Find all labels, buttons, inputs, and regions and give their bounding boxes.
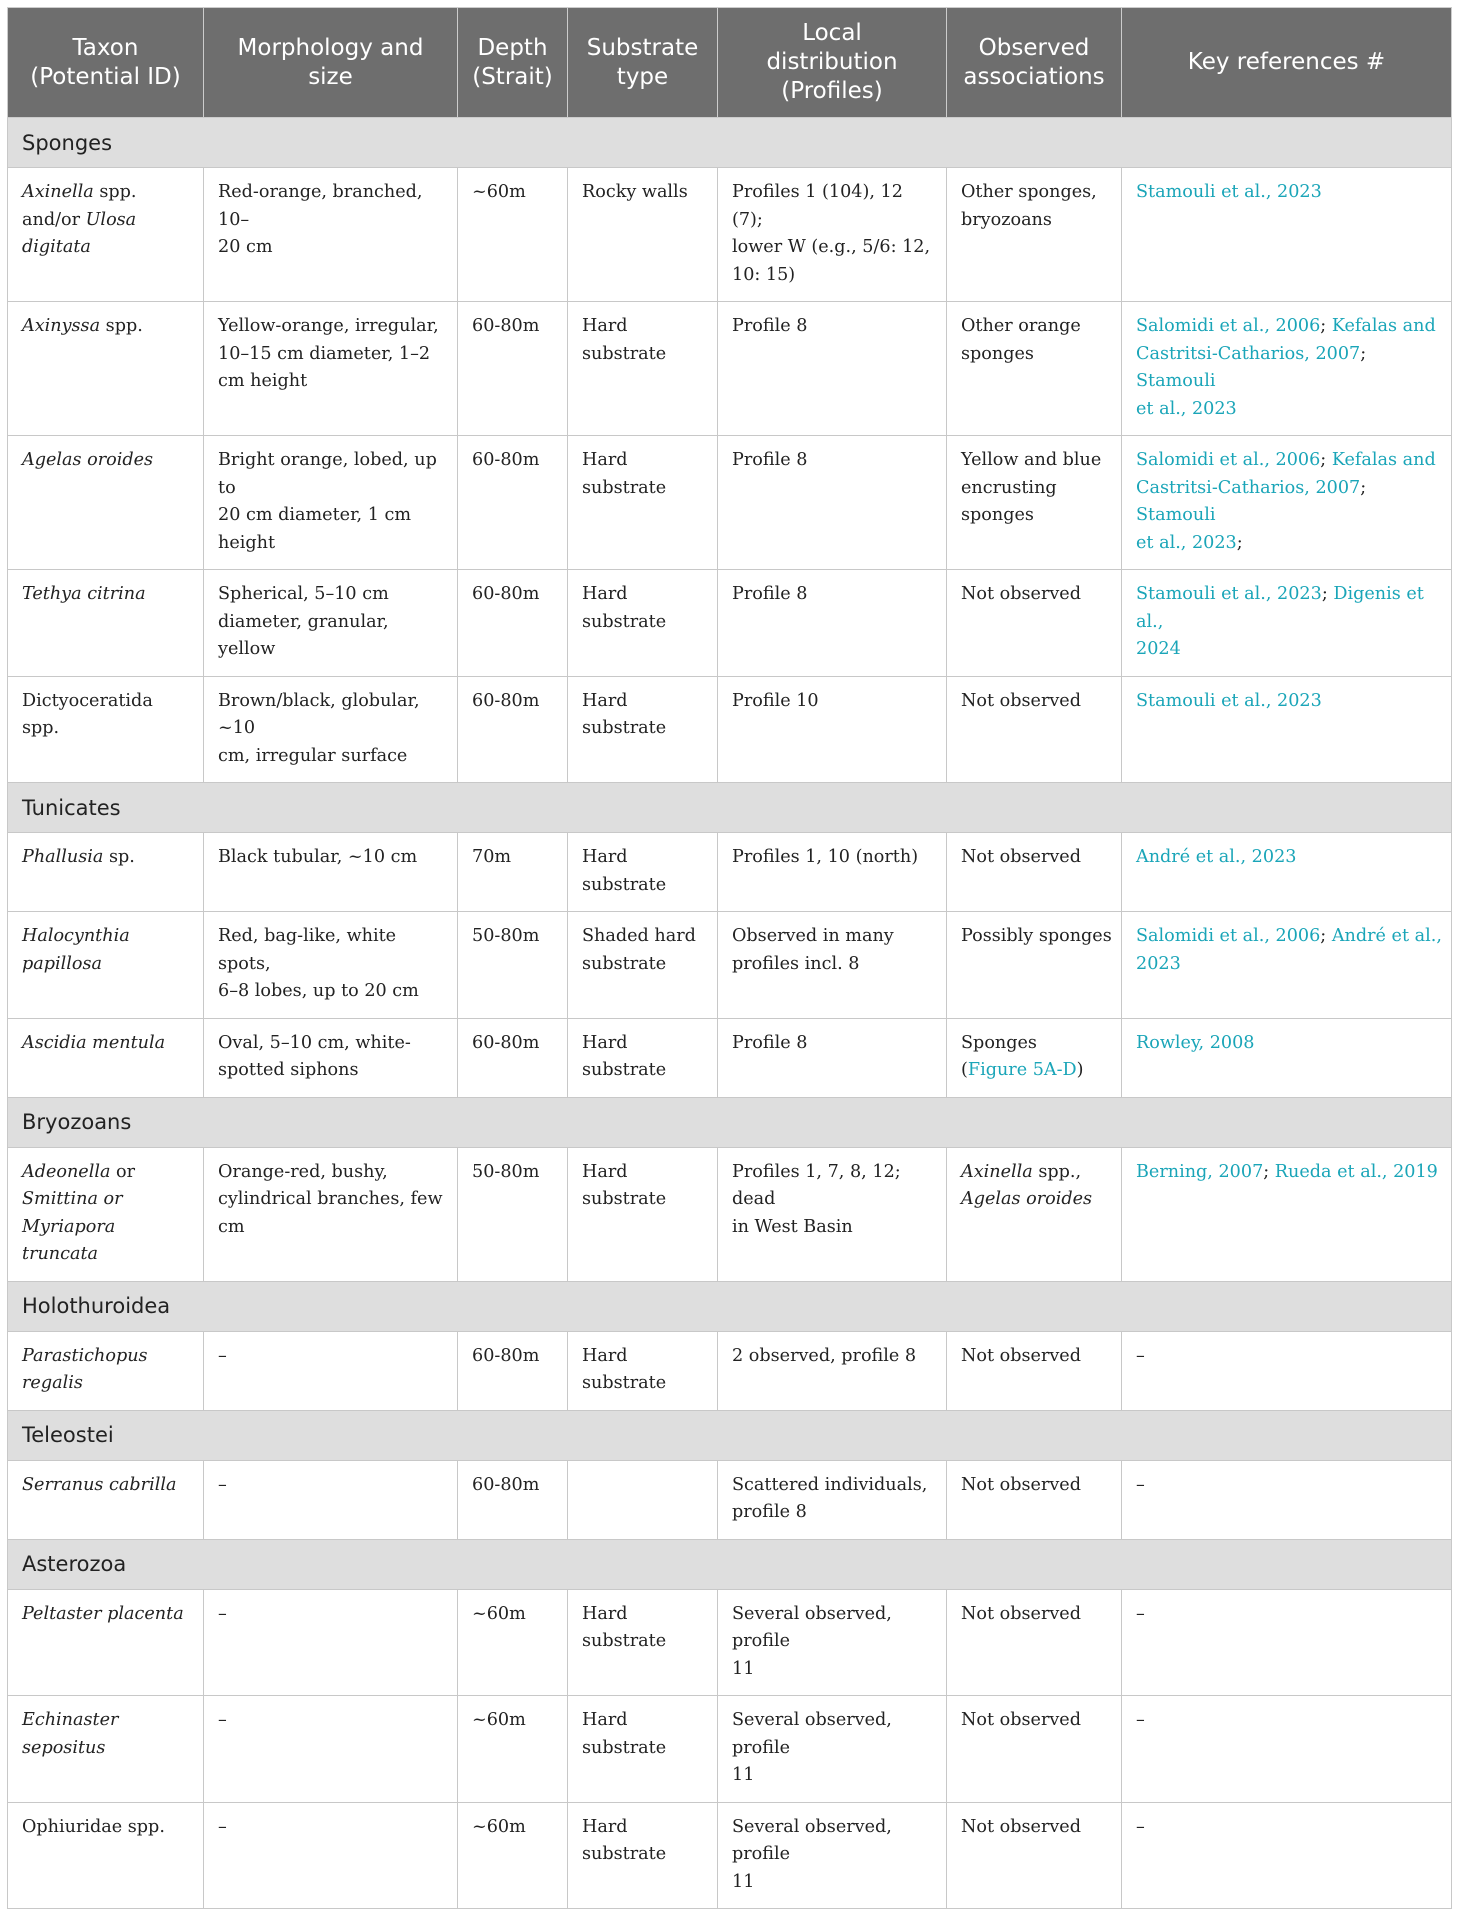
association-text: Sponges xyxy=(961,1032,1037,1053)
header-morphology: Morphology and size xyxy=(204,8,458,118)
group-row-teleostei xyxy=(8,1410,1452,1460)
morphology-cell: Black tubular, ~10 cm xyxy=(204,833,458,912)
reference-link[interactable]: Stamouli et al., 2023 xyxy=(1136,182,1322,202)
table-row xyxy=(8,912,1452,1019)
taxon-cell xyxy=(8,676,204,783)
taxon-name: Parastichopus regalis xyxy=(22,1345,148,1393)
morphology-cell: Red-orange, branched, 10– 20 cm xyxy=(204,168,458,302)
taxon-qualifier: sp. xyxy=(103,847,135,867)
morphology-cell: – xyxy=(204,1331,458,1410)
associations-cell: Not observed xyxy=(947,1460,1122,1539)
table-row xyxy=(8,1589,1452,1696)
local-distribution-cell: Profile 8 xyxy=(718,1018,947,1097)
substrate-cell: Hard substrate xyxy=(568,570,718,677)
reference-link[interactable]: Salomidi et al., 2006 xyxy=(1136,926,1321,946)
header-local-distribution: Local distribution (Profiles) xyxy=(718,8,947,118)
taxon-cell xyxy=(8,1147,204,1281)
reference-link[interactable]: Stamouli et al., 2023 xyxy=(1136,584,1322,604)
table-row xyxy=(8,302,1452,436)
group-label: Teleostei xyxy=(8,1410,1452,1460)
taxon-name: Ascidia mentula xyxy=(22,1032,166,1053)
table-row xyxy=(8,1696,1452,1803)
morphology-cell: – xyxy=(204,1589,458,1696)
local-distribution-cell: Scattered individuals, profile 8 xyxy=(718,1460,947,1539)
taxon-name: Tethya citrina xyxy=(22,584,146,604)
references-cell: – xyxy=(1122,1589,1452,1696)
depth-cell: 50-80m xyxy=(458,1147,568,1281)
taxon-name: Axinyssa xyxy=(22,316,101,336)
taxon-name: Ophiuridae spp. xyxy=(22,1816,165,1837)
substrate-cell: Hard substrate xyxy=(568,436,718,570)
taxon-cell xyxy=(8,1460,204,1539)
reference-link[interactable]: André et al., 2023 xyxy=(1136,847,1297,867)
references-cell: – xyxy=(1122,1460,1452,1539)
group-label: Tunicates xyxy=(8,783,1452,833)
local-distribution-cell: Profile 8 xyxy=(718,570,947,677)
reference-link[interactable]: Salomidi et al., 2006 xyxy=(1136,450,1321,470)
local-distribution-cell: 2 observed, profile 8 xyxy=(718,1331,947,1410)
depth-cell: 60-80m xyxy=(458,570,568,677)
associations-cell: Not observed xyxy=(947,1802,1122,1909)
references-cell xyxy=(1122,676,1452,783)
taxon-cell xyxy=(8,168,204,302)
depth-cell: 60-80m xyxy=(458,1460,568,1539)
taxon-qualifier: or xyxy=(110,1161,136,1182)
reference-link[interactable]: Kefalas and xyxy=(1331,450,1436,470)
local-distribution-cell: Profile 8 xyxy=(718,302,947,436)
associations-cell: Not observed xyxy=(947,1331,1122,1410)
references-cell: Salomidi et al., 2006; Kefalas and Castritsi-Catharios, 2007; Stamouli et al., 2023 xyxy=(1122,302,1452,436)
substrate-cell: Hard substrate xyxy=(568,833,718,912)
taxon-name: Agelas oroides xyxy=(22,450,154,470)
references-cell: Salomidi et al., 2006; André et al., 2023 xyxy=(1122,912,1452,1019)
substrate-cell: Hard substrate xyxy=(568,676,718,783)
associations-cell xyxy=(947,1147,1122,1281)
taxa-table xyxy=(7,7,1452,1909)
reference-link[interactable]: 2024 xyxy=(1136,639,1181,659)
morphology-cell: – xyxy=(204,1696,458,1803)
taxon-cell xyxy=(8,1589,204,1696)
associations-cell: Not observed xyxy=(947,676,1122,783)
morphology-cell: – xyxy=(204,1460,458,1539)
reference-link[interactable]: Stamouli xyxy=(1136,505,1216,525)
depth-cell: 60-80m xyxy=(458,1018,568,1097)
morphology-cell: Red, bag-like, white spots, 6–8 lobes, up to 20 cm xyxy=(204,912,458,1019)
substrate-cell: Hard substrate xyxy=(568,1802,718,1909)
references-cell: Salomidi et al., 2006; Kefalas and Castritsi-Catharios, 2007; Stamouli et al., 2023; xyxy=(1122,436,1452,570)
reference-link[interactable]: Digenis et al., xyxy=(1136,584,1424,632)
substrate-cell: Hard substrate xyxy=(568,1018,718,1097)
taxon-cell xyxy=(8,912,204,1019)
taxon-name: Halocynthia papillosa xyxy=(22,926,130,974)
header-key-references: Key references # xyxy=(1122,8,1452,118)
taxon-cell xyxy=(8,1802,204,1909)
taxon-name: Echinaster sepositus xyxy=(22,1710,119,1758)
group-label: Bryozoans xyxy=(8,1097,1452,1147)
local-distribution-cell: Several observed, profile 11 xyxy=(718,1696,947,1803)
table-row xyxy=(8,1147,1452,1281)
taxon-cell xyxy=(8,302,204,436)
taxon-name: Phallusia xyxy=(22,847,104,867)
header-depth: Depth (Strait) xyxy=(458,8,568,118)
local-distribution-cell: Observed in many profiles incl. 8 xyxy=(718,912,947,1019)
table-row xyxy=(8,570,1452,677)
substrate-cell: Hard substrate xyxy=(568,302,718,436)
table-row xyxy=(8,676,1452,783)
local-distribution-cell: Several observed, profile 11 xyxy=(718,1802,947,1909)
morphology-cell: Orange-red, bushy, cylindrical branches, few cm xyxy=(204,1147,458,1281)
substrate-cell: Hard substrate xyxy=(568,1589,718,1696)
local-distribution-cell: Profiles 1, 10 (north) xyxy=(718,833,947,912)
reference-link[interactable]: André et al., xyxy=(1331,926,1442,946)
header-substrate: Substrate type xyxy=(568,8,718,118)
taxon-qualifier: spp. and/or xyxy=(22,182,137,230)
references-cell: – xyxy=(1122,1802,1452,1909)
table-row xyxy=(8,168,1452,302)
group-row-holothuroidea xyxy=(8,1281,1452,1331)
reference-link[interactable]: Stamouli xyxy=(1136,371,1216,391)
morphology-cell: Spherical, 5–10 cm diameter, granular, yellow xyxy=(204,570,458,677)
associations-cell: Other orange sponges xyxy=(947,302,1122,436)
substrate-cell: Shaded hard substrate xyxy=(568,912,718,1019)
taxon-cell xyxy=(8,436,204,570)
taxon-name: Adeonella xyxy=(22,1161,111,1182)
depth-cell: 50-80m xyxy=(458,912,568,1019)
references-cell: Berning, 2007; Rueda et al., 2019 xyxy=(1122,1147,1452,1281)
local-distribution-cell: Several observed, profile 11 xyxy=(718,1589,947,1696)
table-row xyxy=(8,1460,1452,1539)
header-observed-associations: Observed associations xyxy=(947,8,1122,118)
reference-link[interactable]: Rueda et al., 2019 xyxy=(1274,1161,1438,1182)
group-label: Holothuroidea xyxy=(8,1281,1452,1331)
group-label: Sponges xyxy=(8,118,1452,168)
references-cell xyxy=(1122,1018,1452,1097)
association-taxon: Agelas oroides xyxy=(961,1189,1093,1209)
figure-link[interactable]: Figure 5A-D xyxy=(967,1060,1077,1080)
reference-link[interactable]: et al., 2023 xyxy=(1136,532,1237,553)
group-row-sponges xyxy=(8,118,1452,168)
depth-cell: ~60m xyxy=(458,1589,568,1696)
local-distribution-cell: Profile 8 xyxy=(718,436,947,570)
taxon-cell xyxy=(8,1018,204,1097)
taxon-name: Dictyoceratida spp. xyxy=(22,690,153,738)
depth-cell: ~60m xyxy=(458,168,568,302)
depth-cell: 60-80m xyxy=(458,1331,568,1410)
table-row xyxy=(8,1331,1452,1410)
group-label: Asterozoa xyxy=(8,1539,1452,1589)
substrate-cell: Rocky walls xyxy=(568,168,718,302)
group-row-bryozoans xyxy=(8,1097,1452,1147)
taxon-name: Peltaster placenta xyxy=(22,1603,184,1624)
taxon-cell xyxy=(8,833,204,912)
reference-link[interactable]: 2023 xyxy=(1136,953,1181,974)
table-row xyxy=(8,436,1452,570)
reference-link[interactable]: Castritsi-Catharios, 2007 xyxy=(1136,343,1361,364)
taxon-name: Smittina or Myriapora truncata xyxy=(22,1189,123,1264)
depth-cell: 60-80m xyxy=(458,302,568,436)
taxon-cell xyxy=(8,570,204,677)
associations-cell: Possibly sponges xyxy=(947,912,1122,1019)
substrate-cell: Hard substrate xyxy=(568,1147,718,1281)
table-row xyxy=(8,833,1452,912)
substrate-cell xyxy=(568,1460,718,1539)
local-distribution-cell: Profiles 1, 7, 8, 12; dead in West Basin xyxy=(718,1147,947,1281)
reference-link[interactable]: Berning, 2007 xyxy=(1136,1161,1264,1182)
morphology-cell: Yellow-orange, irregular, 10–15 cm diameter, 1–2 cm height xyxy=(204,302,458,436)
associations-cell: Not observed xyxy=(947,833,1122,912)
reference-link[interactable]: Castritsi-Catharios, 2007 xyxy=(1136,477,1361,498)
morphology-cell: Brown/black, globular, ~10 cm, irregular surface xyxy=(204,676,458,783)
morphology-cell: Bright orange, lobed, up to 20 cm diameter, 1 cm height xyxy=(204,436,458,570)
references-cell: – xyxy=(1122,1696,1452,1803)
depth-cell: 70m xyxy=(458,833,568,912)
morphology-cell: Oval, 5–10 cm, white- spotted siphons xyxy=(204,1018,458,1097)
association-taxon: Axinella xyxy=(961,1161,1033,1182)
header-taxon: Taxon (Potential ID) xyxy=(8,8,204,118)
substrate-cell: Hard substrate xyxy=(568,1696,718,1803)
reference-link[interactable]: Kefalas and xyxy=(1331,316,1436,336)
taxon-cell xyxy=(8,1331,204,1410)
group-row-asterozoa xyxy=(8,1539,1452,1589)
association-qualifier: spp., xyxy=(1032,1161,1082,1182)
references-cell: Stamouli et al., 2023; Digenis et al., 2024 xyxy=(1122,570,1452,677)
associations-cell: Other sponges, bryozoans xyxy=(947,168,1122,302)
morphology-cell: – xyxy=(204,1802,458,1909)
reference-link[interactable]: et al., 2023 xyxy=(1136,398,1237,419)
associations-cell: Not observed xyxy=(947,1696,1122,1803)
reference-link[interactable]: Stamouli et al., 2023 xyxy=(1136,690,1322,711)
references-cell xyxy=(1122,833,1452,912)
depth-cell: 60-80m xyxy=(458,676,568,783)
taxon-name: Ulosa digitata xyxy=(22,209,137,257)
local-distribution-cell: Profile 10 xyxy=(718,676,947,783)
substrate-cell: Hard substrate xyxy=(568,1331,718,1410)
reference-link[interactable]: Salomidi et al., 2006 xyxy=(1136,316,1321,336)
taxon-name: Axinella xyxy=(22,182,94,202)
header-row xyxy=(8,8,1452,118)
references-cell: – xyxy=(1122,1331,1452,1410)
depth-cell: 60-80m xyxy=(458,436,568,570)
table-row xyxy=(8,1018,1452,1097)
taxon-qualifier: spp. xyxy=(100,316,143,336)
local-distribution-cell: Profiles 1 (104), 12 (7); lower W (e.g., 5/6: 12, 10: 15) xyxy=(718,168,947,302)
associations-cell: Not observed xyxy=(947,570,1122,677)
table-row xyxy=(8,1802,1452,1909)
taxon-cell xyxy=(8,1696,204,1803)
associations-cell: Sponges (Figure 5A-D) xyxy=(947,1018,1122,1097)
depth-cell: ~60m xyxy=(458,1802,568,1909)
associations-cell: Not observed xyxy=(947,1589,1122,1696)
depth-cell: ~60m xyxy=(458,1696,568,1803)
taxon-name: Serranus cabrilla xyxy=(22,1474,177,1495)
reference-link[interactable]: Rowley, 2008 xyxy=(1136,1032,1255,1053)
associations-cell: Yellow and blue encrusting sponges xyxy=(947,436,1122,570)
group-row-tunicates xyxy=(8,783,1452,833)
references-cell xyxy=(1122,168,1452,302)
